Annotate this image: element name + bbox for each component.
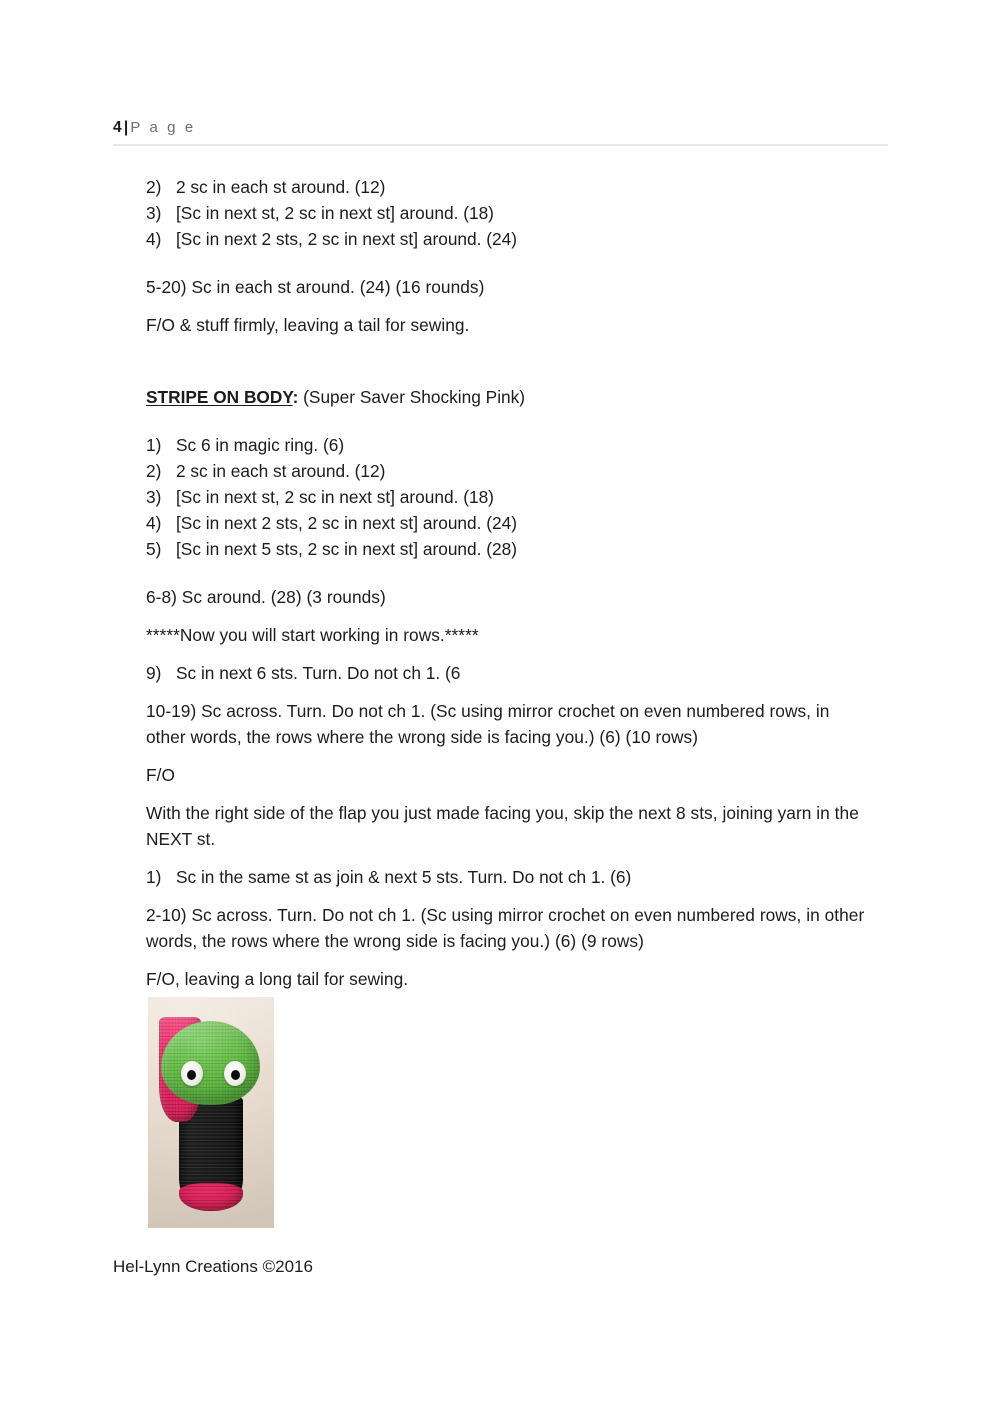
list-item <box>146 174 868 200</box>
spacer <box>146 954 868 966</box>
list-marker: 9) <box>146 663 162 683</box>
list-item <box>146 864 868 890</box>
list-marker: 1) <box>146 435 162 455</box>
document-content <box>146 174 868 992</box>
list-text: [Sc in next st, 2 sc in next st] around. (18) <box>176 203 494 223</box>
fo-note-2: F/O, leaving a long tail for sewing. <box>146 969 409 989</box>
list-text: [Sc in next 2 sts, 2 sc in next st] around. (24) <box>176 513 517 533</box>
flap-instruction: With the right side of the flap you just made facing you, skip the next 8 sts, joining yarn in the NEXT st. <box>146 803 859 849</box>
list-item <box>146 458 868 484</box>
header-divider <box>113 144 888 146</box>
section-heading-title: STRIPE ON BODY <box>146 387 293 407</box>
list-text: [Sc in next 2 sts, 2 sc in next st] around. (24) <box>176 229 517 249</box>
list-text: Sc in next 6 sts. Turn. Do not ch 1. (6 <box>176 663 461 683</box>
spacer <box>146 686 868 698</box>
list-marker: 4) <box>146 513 162 533</box>
list-text: [Sc in next 5 sts, 2 sc in next st] around. (28) <box>176 539 517 559</box>
list-marker: 1) <box>146 867 162 887</box>
header-page-word: P a g e <box>130 119 196 136</box>
list-text: Sc 6 in magic ring. (6) <box>176 435 345 455</box>
fo-note-1: F/O <box>146 765 175 785</box>
section-heading-colon: : <box>292 387 299 407</box>
header-page-label <box>113 118 888 138</box>
list-text: [Sc in next st, 2 sc in next st] around. (18) <box>176 487 494 507</box>
header-separator: | <box>123 119 129 136</box>
crochet-figure-photo <box>148 997 274 1228</box>
section-heading-yarn: (Super Saver Shocking Pink) <box>298 387 526 407</box>
spacer <box>146 562 868 584</box>
rows-2-10: 2-10) Sc across. Turn. Do not ch 1. (Sc using mirror crochet on even numbered rows, in other words, the rows where the wrong side is facing you.) (6) (9 rows) <box>146 905 865 951</box>
photo-vignette <box>148 997 274 1228</box>
list-marker: 2) <box>146 461 162 481</box>
stripe-rounds-list <box>146 432 868 562</box>
spacer <box>146 300 868 312</box>
page-footer: Hel-Lynn Creations ©2016 <box>113 1257 313 1276</box>
row-9-list <box>146 660 868 686</box>
spacer <box>146 750 868 762</box>
list-item <box>146 200 868 226</box>
spacer <box>146 338 868 384</box>
rounds-6-8: 6-8) Sc around. (28) (3 rounds) <box>146 587 386 607</box>
list-marker: 2) <box>146 177 162 197</box>
list-text: 2 sc in each st around. (12) <box>176 461 386 481</box>
spacer <box>146 788 868 800</box>
header-page-number: 4 <box>113 119 122 136</box>
rows-10-19: 10-19) Sc across. Turn. Do not ch 1. (Sc using mirror crochet on even numbered rows, in other words, the rows where the wrong side is facing you.) (6) (10 rows) <box>146 701 830 747</box>
list-text: 2 sc in each st around. (12) <box>176 177 386 197</box>
list-item <box>146 536 868 562</box>
list-marker: 5) <box>146 539 162 559</box>
list-item <box>146 484 868 510</box>
row-1-second-flap-list <box>146 864 868 890</box>
list-text: Sc in the same st as join & next 5 sts. Turn. Do not ch 1. (6) <box>176 867 632 887</box>
spacer <box>146 890 868 902</box>
list-marker: 4) <box>146 229 162 249</box>
section-heading-stripe-on-body <box>146 384 868 410</box>
spacer <box>146 852 868 864</box>
rows-notice: *****Now you will start working in rows.***** <box>146 625 479 645</box>
list-marker: 3) <box>146 487 162 507</box>
list-marker: 3) <box>146 203 162 223</box>
head-finish-note: F/O & stuff firmly, leaving a tail for sewing. <box>146 315 470 335</box>
list-item <box>146 660 868 686</box>
spacer <box>146 252 868 274</box>
list-item <box>146 432 868 458</box>
page-header <box>113 118 888 138</box>
head-rounds-list <box>146 174 868 252</box>
spacer <box>146 610 868 622</box>
head-rounds-continued: 5-20) Sc in each st around. (24) (16 rounds) <box>146 277 485 297</box>
spacer <box>146 648 868 660</box>
list-item <box>146 510 868 536</box>
list-item <box>146 226 868 252</box>
spacer <box>146 410 868 432</box>
